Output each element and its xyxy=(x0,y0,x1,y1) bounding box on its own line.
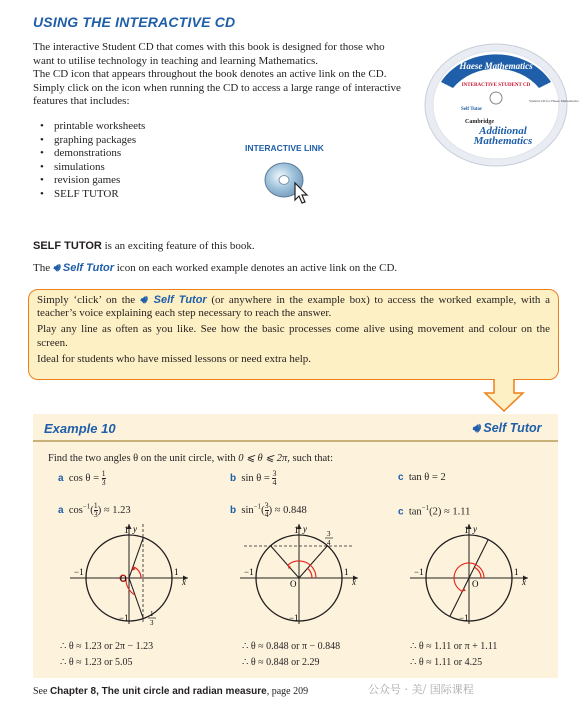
part-label: c xyxy=(398,472,404,483)
part-label: c xyxy=(398,506,404,518)
interactive-link-label: INTERACTIVE LINK xyxy=(245,143,324,153)
inv-fn: cos xyxy=(68,504,83,516)
cd-disc xyxy=(423,42,579,168)
intro-line: The CD icon that appears throughout the book denotes an active link on the CD. xyxy=(33,68,387,81)
question-part-a xyxy=(58,470,106,487)
graph-neg-one-label: −1 xyxy=(74,567,84,577)
graph-origin-label: O xyxy=(290,579,297,589)
inverse-line-a: a $\cos^{-1}$( $\frac{1}{3}$ ) ≈ 1.23 xyxy=(58,501,131,519)
part-label: a xyxy=(58,504,64,516)
callout-arrow-icon xyxy=(484,379,524,413)
feature-item: • graphing packages xyxy=(40,134,145,148)
question-part-c xyxy=(398,472,446,483)
intro-line: want to utilise technology in teaching and learning Mathematics. xyxy=(33,54,319,67)
self-tutor-line-pre: The xyxy=(33,262,53,274)
graph-one-label: 1 xyxy=(344,567,349,577)
graph-y-label: y xyxy=(473,524,477,534)
footer-pre: See xyxy=(33,686,50,697)
feature-item: • revision games xyxy=(40,174,145,188)
feature-item: • demonstrations xyxy=(40,147,145,161)
inv-result: ≈ 0.848 xyxy=(274,504,307,516)
speaker-icon: 🔊︎ xyxy=(472,421,480,435)
speaker-icon: 🔊︎ xyxy=(52,262,60,274)
feature-list xyxy=(40,120,145,202)
frac-den: 4 xyxy=(272,478,277,487)
inverse-line-c xyxy=(398,504,470,518)
callout-box xyxy=(28,289,559,380)
footer-chapter: Chapter 8, The unit circle and radian measure xyxy=(49,686,267,697)
cd-side-note: Student CD for Haese Mathematics xyxy=(529,99,579,103)
cd-subject-2: Mathematics xyxy=(473,135,533,147)
result-b-line2: ∴ θ ≈ 0.848 or 2.29 xyxy=(242,657,320,668)
graph-origin-label: O xyxy=(120,574,127,584)
cd-brand: Haese Mathematics xyxy=(459,61,533,71)
self-tutor-line-post: icon on each worked example denotes an active link on the CD. xyxy=(116,262,398,274)
inv-arg: (2) xyxy=(429,506,442,518)
graph-one-label: 1 xyxy=(174,567,179,577)
part-label: b xyxy=(230,472,237,484)
footer-post: , page 209 xyxy=(266,686,309,697)
graph-frac-den: 4 xyxy=(327,539,331,547)
question-condition: 0 ⩽ θ ⩽ 2π, xyxy=(238,453,290,464)
section-heading: USING THE INTERACTIVE CD xyxy=(33,14,236,30)
question-part-b xyxy=(230,470,276,487)
cd-disc-title: INTERACTIVE STUDENT CD xyxy=(461,83,531,88)
graph-frac-den: 3 xyxy=(150,619,154,627)
graph-neg-one-label: −1 xyxy=(244,567,254,577)
result-a-line2: ∴ θ ≈ 1.23 or 5.05 xyxy=(60,657,133,668)
graph-y-label: y xyxy=(133,524,137,534)
frac-num: 1 xyxy=(101,469,106,478)
graph-frac-num: 3 xyxy=(327,530,331,538)
cd-disc-image xyxy=(423,42,579,173)
callout-p1-post: (or anywhere in the example box) to access the worked example, with a teacher’s voice explaining each step necessary to reach the answer. xyxy=(37,294,550,320)
graph-x-label: x xyxy=(352,577,356,587)
graph-frac-num: 1 xyxy=(150,610,154,618)
part-eq: tan θ = 2 xyxy=(408,472,446,483)
inv-sup: −1 xyxy=(253,502,262,511)
self-tutor-line xyxy=(33,262,397,275)
example-self-tutor-label: Self Tutor xyxy=(483,421,542,435)
cd-subject-1: Additional xyxy=(479,125,527,137)
callout-paragraph-3: Ideal for students who have missed lessons or need extra help. xyxy=(37,352,312,365)
graph-x-label: x xyxy=(522,577,526,587)
feature-item: • SELF TUTOR xyxy=(40,188,145,202)
intro-line: Simply click on the icon when running the CD to access a large range of interactive xyxy=(33,81,401,94)
graph-one-label: 1 xyxy=(514,567,519,577)
result-c-line2: ∴ θ ≈ 1.11 or 4.25 xyxy=(410,657,483,668)
frac-den: 4 xyxy=(264,510,269,519)
graph-neg-one-label: −1 xyxy=(289,613,299,623)
part-label: a xyxy=(58,472,64,484)
result-a-line1: ∴ θ ≈ 1.23 or 2π − 1.23 xyxy=(60,641,154,652)
self-tutor-intro xyxy=(33,240,255,252)
callout-paragraph-1 xyxy=(37,294,550,320)
graph-y-label: y xyxy=(303,524,307,534)
graph-origin-label: O xyxy=(472,579,479,589)
inv-fn: tan xyxy=(408,506,422,518)
callout-p1-pre: Simply ‘click’ on the xyxy=(37,294,140,306)
graph-neg-one-label: −1 xyxy=(459,613,469,623)
interactive-link-cd-icon[interactable] xyxy=(262,158,314,211)
inv-result: ≈ 1.23 xyxy=(103,504,131,516)
self-tutor-badge-label: Self Tutor xyxy=(62,262,114,274)
feature-item: • simulations xyxy=(40,161,145,175)
callout-badge-label: Self Tutor xyxy=(153,294,207,306)
intro-line: The interactive Student CD that comes with this book is designed for those who xyxy=(33,41,385,53)
chapter-reference xyxy=(33,686,308,697)
intro-paragraph xyxy=(33,41,428,109)
speaker-icon: 🔊︎ xyxy=(139,294,149,306)
unit-circle-diagram-c xyxy=(404,520,534,628)
frac-num: 3 xyxy=(264,501,269,510)
graph-neg-one-label: −1 xyxy=(414,567,424,577)
inv-fn: sin xyxy=(241,504,254,516)
feature-item: • printable worksheets xyxy=(40,120,145,134)
self-tutor-bold: SELF TUTOR xyxy=(33,240,102,252)
watermark: 公众号 · 美⧸ 国际课程 xyxy=(368,683,474,696)
graph-x-label: x xyxy=(182,577,186,587)
inv-sup: −1 xyxy=(421,504,430,512)
question-pre: Find the two angles θ on the unit circle, with xyxy=(48,453,239,464)
frac-num: 3 xyxy=(272,469,277,478)
frac-den: 3 xyxy=(93,510,98,519)
part-eq: cos θ = xyxy=(68,472,102,484)
inv-result: ≈ 1.11 xyxy=(443,506,471,518)
graph-neg-one-label: −1 xyxy=(119,613,129,623)
cd-icon xyxy=(262,158,314,206)
unit-circle-diagram-b xyxy=(234,520,364,628)
callout-paragraph-2: Play any line as often as you like. See how the basic processes come alive using movement and colour on the screen. xyxy=(37,323,550,349)
callout-self-tutor-badge[interactable] xyxy=(140,294,207,306)
part-label: b xyxy=(230,504,237,516)
result-b-line1: ∴ θ ≈ 0.848 or π − 0.848 xyxy=(242,641,341,652)
graph-one-label: 1 xyxy=(124,525,129,535)
self-tutor-badge[interactable] xyxy=(53,262,114,274)
cd-self-tutor: Self Tutor xyxy=(461,107,483,112)
example-question xyxy=(48,452,333,464)
example-self-tutor-button[interactable] xyxy=(472,421,541,436)
unit-circle-diagram-a xyxy=(64,520,194,628)
result-c-line1: ∴ θ ≈ 1.11 or π + 1.11 xyxy=(410,641,498,652)
inverse-line-b: b $\sin^{-1}$( $\frac{3}{4}$ ) ≈ 0.848 xyxy=(230,501,307,519)
graph-one-label: 1 xyxy=(464,525,469,535)
inv-sup: −1 xyxy=(82,502,91,511)
graph-one-label: 1 xyxy=(294,525,299,535)
example-title: Example 10 xyxy=(44,421,116,436)
part-eq: sin θ = xyxy=(241,472,273,484)
frac-num: 1 xyxy=(93,501,98,510)
intro-line: features that includes: xyxy=(33,95,130,108)
self-tutor-text: is an exciting feature of this book. xyxy=(101,240,255,252)
cd-publisher: Cambridge xyxy=(465,119,494,125)
frac-den: 3 xyxy=(101,478,106,487)
question-post: such that: xyxy=(289,453,334,464)
